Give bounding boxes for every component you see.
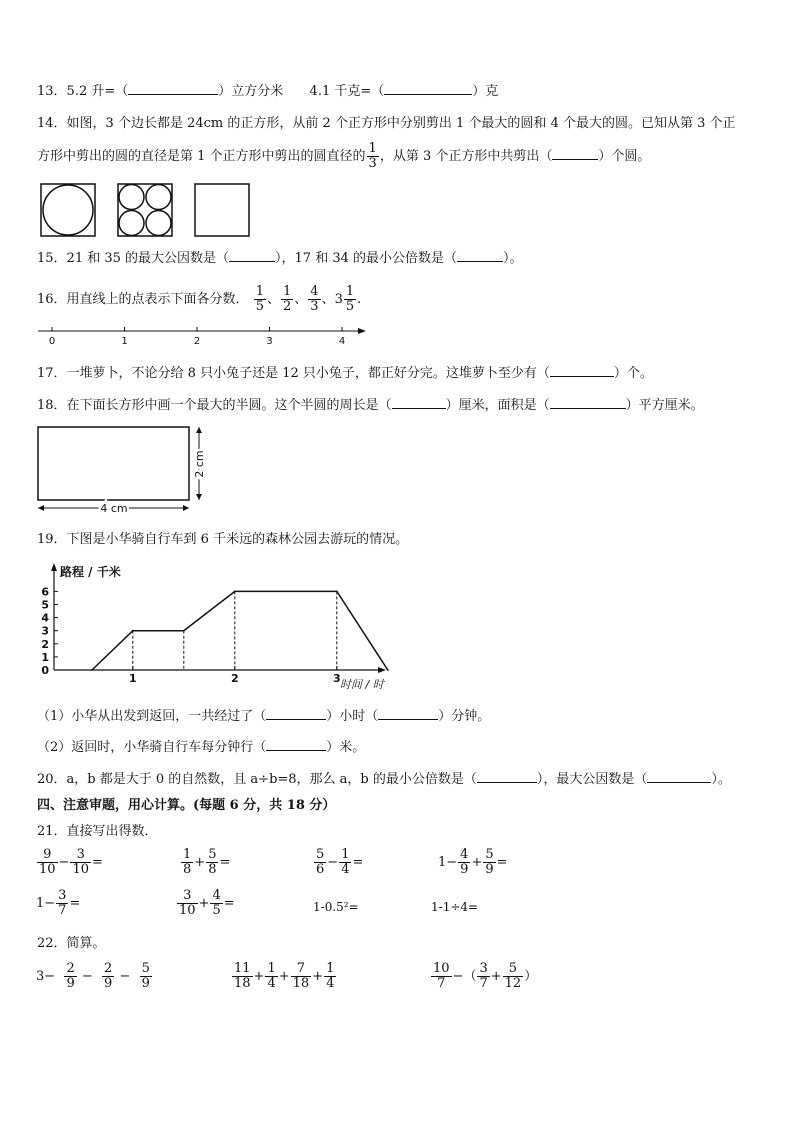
question-14-line2: 方形中剪出的圆的直径是第 1 个正方形中剪出的圆直径的 $\frac{1}{3}$ ，从第 3 个正方形中共剪出（ ）个圆。	[37, 141, 651, 171]
y-tick-label: 1	[41, 650, 49, 664]
fraction: $\frac{1}{5}$	[255, 284, 264, 314]
y-tick-label: 4	[41, 611, 49, 625]
question-19-sub2: （2）返回时，小华骑自行车每分钟行（ ）米。	[37, 740, 366, 755]
rectangle	[38, 427, 189, 500]
expr-22-1: 3− $\frac{2}{9}$ − $\frac{2}{9}$ − $\frac{5}{9}$	[36, 961, 150, 991]
question-20: 20．a，b 都是大于 0 的自然数，且 a÷b=8，那么 a，b 的最小公倍数是（ ），最大公因数是（ ）。	[37, 772, 731, 787]
number-line	[36, 324, 370, 348]
expr-21-3: $\frac{5}{6}$ − $\frac{1}{4}$ =	[316, 847, 364, 877]
answer-blank[interactable]	[550, 396, 626, 409]
answer-blank[interactable]	[647, 770, 711, 783]
question-18: 18．在下面长方形中画一个最大的半圆。这个半圆的周长是（ ）厘米，面积是（ ）平方厘米。	[37, 398, 704, 413]
expr-21-2: $\frac{1}{8}$ + $\frac{5}{8}$ =	[183, 847, 231, 877]
number-line-tick-label: 3	[266, 336, 273, 347]
y-axis-arrow-icon	[51, 563, 57, 571]
circle-small	[119, 185, 144, 210]
expr-21-4: 1− $\frac{4}{9}$ + $\frac{5}{9}$ =	[438, 847, 508, 877]
square-1	[41, 184, 95, 236]
height-label: 2 cm	[193, 450, 206, 478]
question-number: 13．	[37, 84, 67, 99]
question-13: 13．5.2 升=（ ）立方分米 4.1 千克=（ ）克	[37, 84, 499, 99]
number-line-tick-label: 1	[121, 336, 128, 347]
arrow-icon	[358, 328, 366, 334]
x-axis-label: 时间 / 时	[340, 678, 384, 690]
number-line-tick-label: 2	[193, 336, 201, 347]
x-axis-arrow-icon	[378, 667, 386, 673]
rectangle-figure	[36, 424, 216, 516]
expr-22-3: $\frac{10}{7}$ −（ $\frac{3}{7}$ + $\frac{5}{12}$ ）	[433, 961, 538, 991]
answer-blank[interactable]	[266, 738, 326, 751]
number-line-tick-label: 0	[48, 336, 56, 347]
y-tick-label: 3	[41, 624, 49, 638]
x-tick-label: 1	[128, 672, 137, 685]
answer-blank[interactable]	[392, 396, 446, 409]
fraction: $\frac{1}{5}$	[345, 284, 355, 314]
answer-blank[interactable]	[550, 364, 614, 377]
distance-time-chart	[36, 560, 396, 690]
expr-21-6: $\frac{3}{10}$ + $\frac{4}{5}$ =	[179, 888, 235, 918]
circle-small	[119, 211, 144, 236]
answer-blank[interactable]	[128, 82, 218, 95]
answer-blank[interactable]	[477, 770, 537, 783]
expr-21-5: 1− $\frac{3}{7}$ =	[36, 888, 81, 918]
fraction: $\frac{1}{2}$	[283, 284, 292, 314]
expr-21-1: $\frac{9}{10}$ − $\frac{3}{10}$ =	[39, 847, 103, 877]
circle-small	[146, 211, 171, 236]
answer-blank[interactable]	[552, 147, 598, 160]
question-16: 16．用直线上的点表示下面各分数． $\frac{1}{5}$ 、 $\frac{1}{2}$ 、 $\frac{4}{3}$ 、3 $\frac{1}{5}$ .	[37, 284, 362, 314]
question-19: 19．下图是小华骑自行车到 6 千米远的森林公园去游玩的情况。	[37, 532, 409, 547]
fraction: $\frac{1}{3}$	[368, 141, 377, 171]
answer-blank[interactable]	[457, 249, 503, 262]
y-axis-label: 路程 / 千米	[60, 565, 121, 579]
answer-blank[interactable]	[384, 82, 472, 95]
y-tick-label: 6	[41, 585, 49, 599]
x-tick-label: 2	[230, 672, 239, 685]
question-15: 15．21 和 35 的最大公因数是（ ），17 和 34 的最小公倍数是（ ）。	[37, 251, 523, 266]
question-22: 22．简算。	[37, 936, 106, 951]
answer-blank[interactable]	[266, 707, 326, 720]
question-14-line1: 14．如图，3 个边长都是 24cm 的正方形，从前 2 个正方形中分别剪出 1 个最大的圆和 4 个最大的圆。已知从第 3 个正	[37, 116, 736, 131]
width-label: 4 cm	[100, 502, 128, 515]
y-tick-label: 5	[41, 598, 49, 612]
squares-figure	[40, 183, 252, 239]
y-tick-label: 2	[41, 637, 49, 651]
expr-21-7: 1-0.5²=	[313, 900, 359, 914]
fraction: $\frac{4}{3}$	[310, 284, 319, 314]
circle-large	[43, 185, 93, 235]
circle-small	[146, 185, 171, 210]
expr-21-8: 1-1÷4=	[431, 900, 479, 914]
section-4-title: 四、注意审题，用心计算。(每题 6 分，共 18 分）	[37, 798, 336, 813]
expr-22-2: $\frac{11}{18}$ + $\frac{1}{4}$ + $\frac{7}{18}$ + $\frac{1}{4}$	[234, 961, 335, 991]
distance-series-line	[92, 591, 388, 670]
answer-blank[interactable]	[229, 249, 275, 262]
number-line-tick-label: 4	[338, 336, 346, 347]
question-19-sub1: （1）小华从出发到返回，一共经过了（ ）小时（ ）分钟。	[37, 709, 491, 724]
y-tick-label: 0	[41, 664, 49, 677]
answer-blank[interactable]	[378, 707, 438, 720]
question-21: 21．直接写出得数．	[37, 824, 158, 839]
x-tick-label: 3	[332, 672, 341, 685]
square-2	[118, 184, 172, 236]
question-17: 17．一堆萝卜，不论分给 8 只小兔子还是 12 只小兔子，都正好分完。这堆萝卜至少有（ ）个。	[37, 366, 653, 381]
square-3	[195, 184, 249, 236]
